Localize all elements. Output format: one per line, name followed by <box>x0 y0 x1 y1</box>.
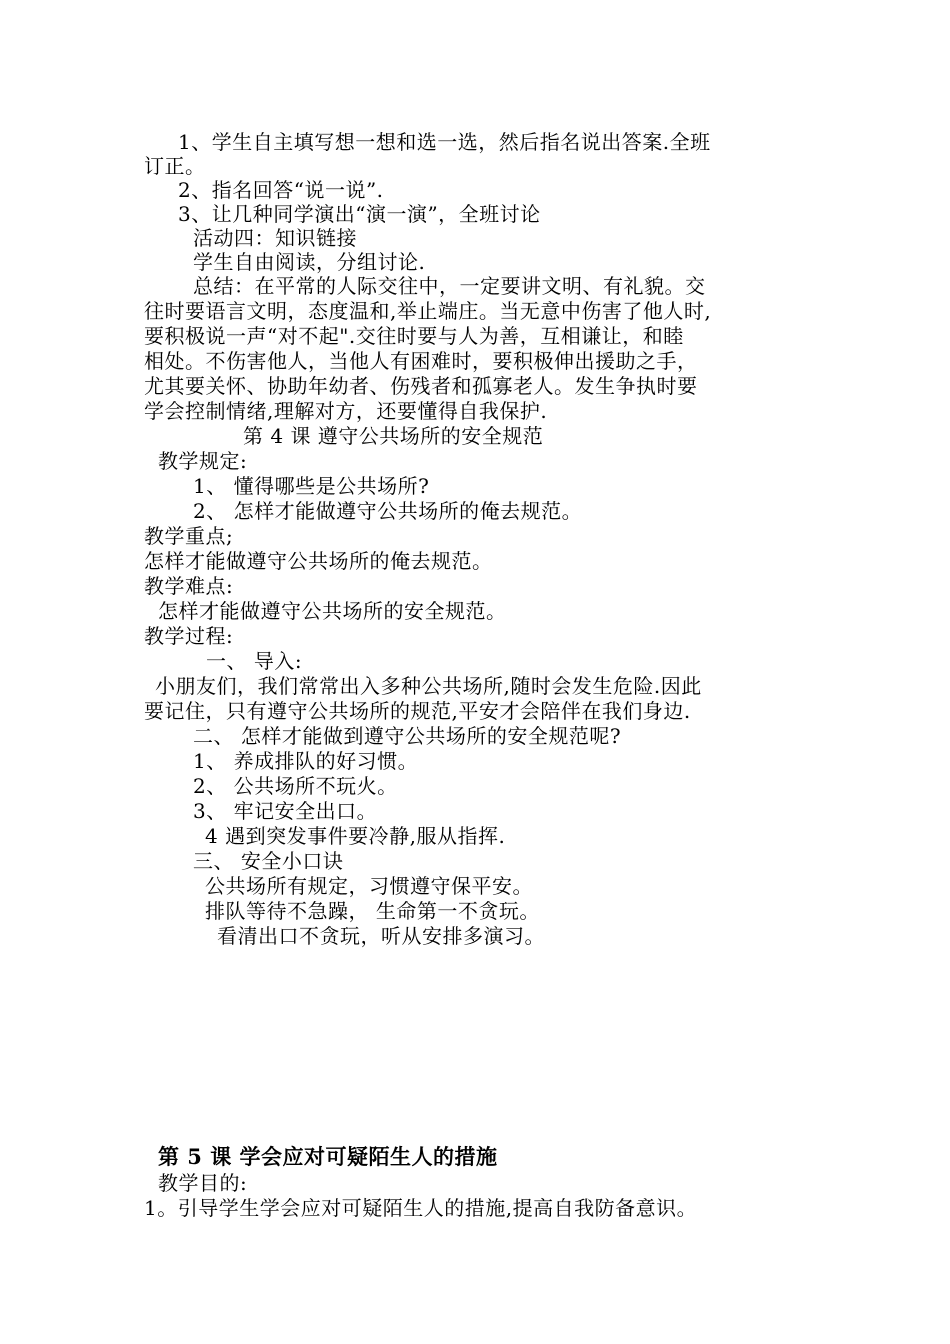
summary-line: 往时要语言文明，态度温和,举止端庄。当无意中伤害了他人时, <box>144 299 712 323</box>
summary-line: 要积极说一声“对不起".交往时要与人为善，互相谦让，和睦 <box>144 324 684 348</box>
step-3: 3、让几种同学演出“演一演”，全班讨论 <box>178 202 541 226</box>
part-2-heading: 二、 怎样才能做到遵守公共场所的安全规范呢? <box>193 724 622 748</box>
rhyme-line: 排队等待不急躁， 生命第一不贪玩。 <box>205 899 540 923</box>
activity-4-text: 学生自由阅读，分组讨论. <box>193 250 426 274</box>
step-1-line-2: 订正。 <box>144 154 206 178</box>
part-3-heading: 三、 安全小口诀 <box>193 849 344 873</box>
intro-heading: 一、 导入: <box>206 649 303 673</box>
process-heading: 教学过程: <box>144 624 234 648</box>
difficulty-heading: 教学难点: <box>144 574 234 598</box>
part-2-item: 3、 牢记安全出口。 <box>193 799 378 823</box>
part-2-item: 2、 公共场所不玩火。 <box>193 774 398 798</box>
goal-item: 1。引导学生学会应对可疑陌生人的措施,提高自我防备意识。 <box>144 1196 698 1220</box>
rhyme-line: 公共场所有规定，习惯遵守保平安。 <box>205 874 533 898</box>
key-point-heading: 教学重点; <box>144 524 234 548</box>
step-1-line-1: 1、学生自主填写想一想和选一选，然后指名说出答案.全班 <box>178 130 711 154</box>
summary-line: 尤其要关怀、协助年幼者、伤残者和孤寡老人。发生争执时要 <box>144 374 698 398</box>
summary-line: 学会控制情绪,理解对方，还要懂得自我保护. <box>144 399 548 423</box>
intro-line: 小朋友们，我们常常出入多种公共场所,随时会发生危险.因此 <box>155 674 702 698</box>
part-2-item: 4 遇到突发事件要冷静,服从指挥. <box>205 824 506 848</box>
rule-item: 2、 怎样才能做遵守公共场所的俺去规范。 <box>193 499 583 523</box>
lesson-5-title: 第 5 课 学会应对可疑陌生人的措施 <box>158 1144 498 1169</box>
goal-heading: 教学目的: <box>158 1171 248 1195</box>
intro-line: 要记住，只有遵守公共场所的规范,平安才会陪伴在我们身边. <box>144 699 691 723</box>
part-2-item: 1、 养成排队的好习惯。 <box>193 749 419 773</box>
difficulty-text: 怎样才能做遵守公共场所的安全规范。 <box>158 599 507 623</box>
summary-line: 总结：在平常的人际交往中，一定要讲文明、有礼貌。交 <box>193 274 706 298</box>
rules-heading: 教学规定: <box>158 449 248 473</box>
key-point-text: 怎样才能做遵守公共场所的俺去规范。 <box>144 549 493 573</box>
rhyme-line: 看清出口不贪玩，听从安排多演习。 <box>217 924 545 948</box>
rule-item: 1、 懂得哪些是公共场所? <box>193 474 430 498</box>
step-2: 2、指名回答“说一说”. <box>178 178 384 202</box>
activity-4-heading: 活动四：知识链接 <box>193 226 357 250</box>
summary-line: 相处。不伤害他人，当他人有困难时，要积极伸出援助之手， <box>144 349 698 373</box>
lesson-4-title: 第 4 课 遵守公共场所的安全规范 <box>243 424 544 448</box>
